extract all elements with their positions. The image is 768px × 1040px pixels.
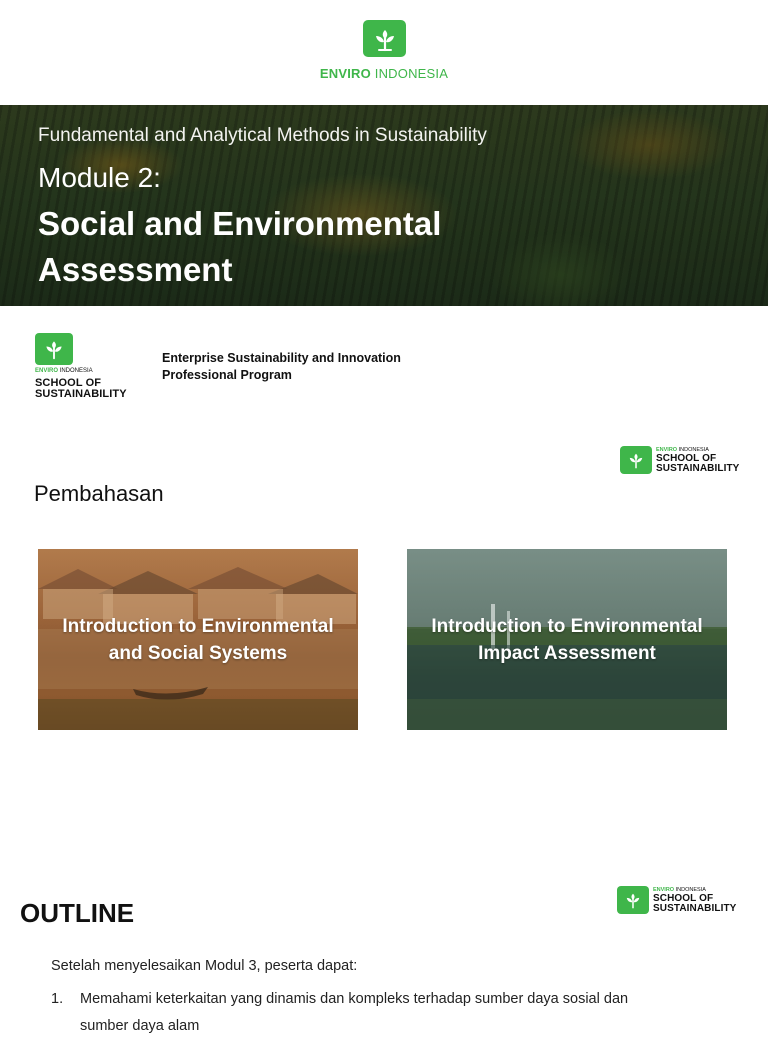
document-header	[0, 0, 768, 105]
logo-school-name: SCHOOL OF SUSTAINABILITY	[35, 377, 127, 400]
outline-intro: Setelah menyelesaikan Modul 3, peserta dapat:	[51, 958, 358, 974]
school-of-sustainability-logo	[617, 886, 736, 914]
section-heading-outline: OUTLINE	[20, 898, 135, 928]
brand-wordmark: ENVIRO INDONESIA	[319, 66, 449, 81]
topic-card-environmental-social-systems[interactable]	[38, 549, 358, 730]
course-subtitle: Fundamental and Analytical Methods in Sustainability	[38, 125, 487, 146]
module-number: Module 2:	[38, 162, 161, 193]
school-of-sustainability-logo	[35, 333, 127, 400]
school-of-sustainability-logo	[620, 446, 739, 474]
topic-card-label: Introduction to Environmental Impact Assessment	[431, 615, 703, 664]
logo-school-name-line1: SCHOOL OF	[653, 892, 714, 904]
module-title: Social and Environmental Assessment	[38, 205, 442, 288]
logo-school-name-line2: SUSTAINABILITY	[653, 902, 737, 914]
leaf-icon	[35, 333, 73, 365]
list-item	[51, 986, 671, 1040]
logo-school-name-line2: SUSTAINABILITY	[656, 462, 740, 474]
section-heading-pembahasan: Pembahasan	[34, 481, 164, 506]
leaf-icon	[371, 26, 399, 52]
topic-card-environmental-impact-assessment[interactable]	[407, 549, 727, 730]
logo-brand-text: ENVIRO INDONESIA	[656, 446, 709, 453]
list-text: Memahami keterkaitan yang dinamis dan kompleks terhadap sumber daya sosial dan sumber daya alam	[80, 991, 629, 1034]
topic-card-label: Introduction to Environmental and Social Systems	[62, 615, 334, 664]
hero-banner	[0, 105, 768, 306]
program-name: Enterprise Sustainability and Innovation Professional Program	[162, 351, 401, 382]
list-number: 1.	[51, 991, 64, 1007]
leaf-icon	[620, 446, 652, 474]
outline-list	[51, 986, 671, 1040]
logo-school-name-line1: SCHOOL OF	[656, 452, 717, 464]
logo-brand-text: ENVIRO INDONESIA	[653, 886, 706, 893]
enviro-logo	[363, 20, 406, 57]
logo-brand-text: ENVIRO INDONESIA	[35, 368, 93, 374]
leaf-icon	[617, 886, 649, 914]
